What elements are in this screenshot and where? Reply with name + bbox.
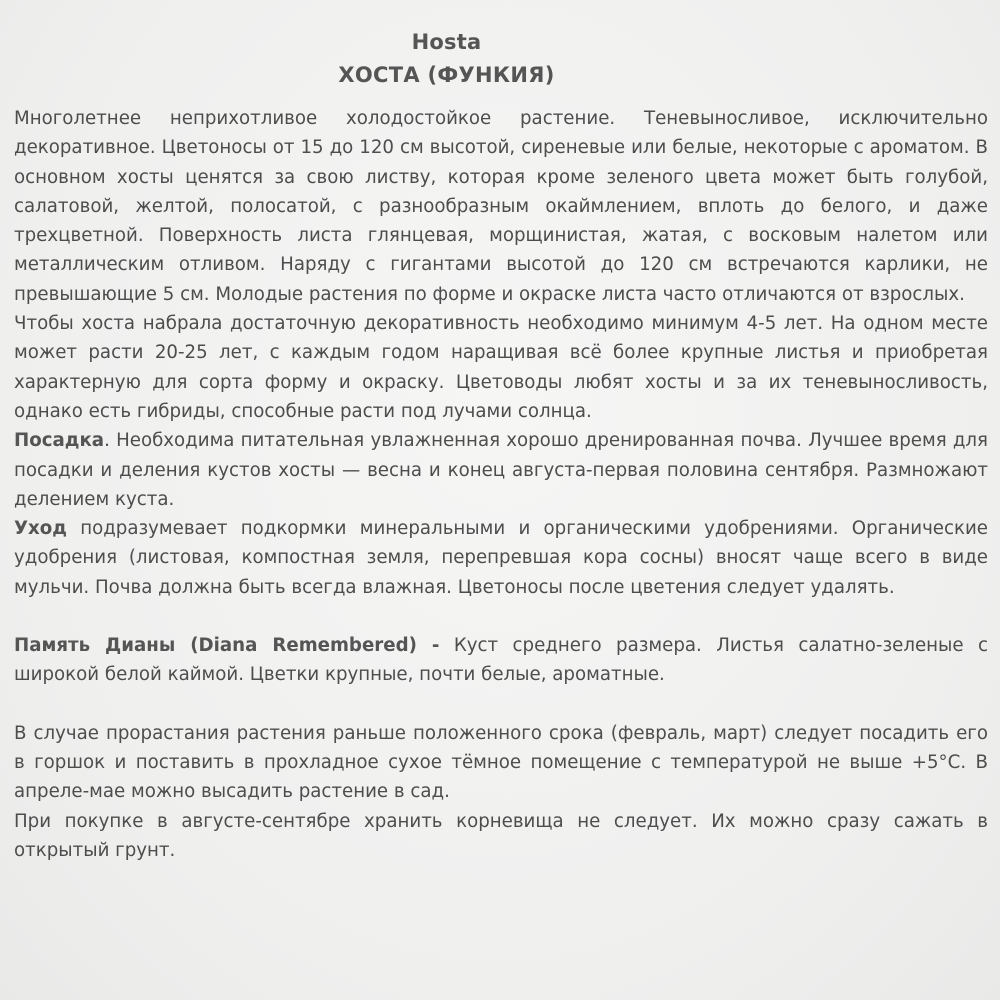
spacer	[14, 690, 988, 719]
variety-text: Куст среднего размера. Листья салатно-зеленые с широкой белой каймой. Цветки крупные, почти белые, ароматные.	[14, 635, 989, 686]
notes-paragraph-1: В случае прорастания растения раньше положенного срока (февраль, март) следует посадить его в горшок и поставить в прохладное сухое тёмное помещение с температурой не выше +5°С. В апреле-мае можно высадить растение в сад.	[14, 722, 988, 803]
variety-label: Память Дианы (Diana Remembered) -	[14, 635, 440, 657]
notes-paragraph-2: При покупке в августе-сентябре хранить корневища не следует. Их можно сразу сажать в открытый грунт.	[14, 810, 988, 861]
care-paragraph	[14, 514, 988, 602]
description-paragraph-1: Многолетнее неприхотливое холодостойкое растение. Теневыносливое, исключительно декоративное. Цветоносы от 15 до 120 см высотой, сиреневые или белые, некоторые с ароматом. В основном хосты ценятся за свою листву, которая кроме зеленого цвета может быть голубой, салатовой, желтой, полосатой, с разнообразным окаймлением, вплоть до белого, и даже трехцветной. Поверхность листа глянцевая, морщинистая, жатая, с восковым налетом или металлическим отливом. Наряду с гигантами высотой до 120 см встречаются карлики, не превышающие 5 см. Молодые растения по форме и окраске листа часто отличаются от взрослых.	[14, 108, 988, 305]
document-body	[14, 104, 988, 865]
spacer	[14, 602, 988, 631]
planting-text: . Необходима питательная увлажненная хорошо дренированная почва. Лучшее время для посадки и деления кустов хосты — весна и конец августа-первая половина сентября. Размножают делением куста.	[14, 430, 988, 510]
care-label: Уход	[14, 518, 67, 540]
page-title: ХОСТА (ФУНКИЯ)	[338, 63, 555, 87]
title-latin: Hosta	[411, 30, 482, 54]
care-text: подразумевает подкормки минеральными и органическими удобрениями. Органические удобрения (листовая, компостная земля, перепревшая кора сосны) вносят чаще всего в виде мульчи. Почва должна быть всегда влажная. Цветоносы после цветения следует удалять.	[14, 518, 988, 598]
variety-paragraph	[14, 631, 988, 690]
planting-label: Посадка	[14, 430, 105, 452]
description-paragraph-2: Чтобы хоста набрала достаточную декоративность необходимо минимум 4-5 лет. На одном месте может расти 20-25 лет, с каждым годом наращивая всё более крупные листья и приобретая характерную для сорта форму и окраску. Цветоводы любят хосты и за их теневыносливость, однако есть гибриды, способные расти под лучами солнца.	[14, 313, 988, 422]
planting-paragraph	[14, 426, 988, 514]
